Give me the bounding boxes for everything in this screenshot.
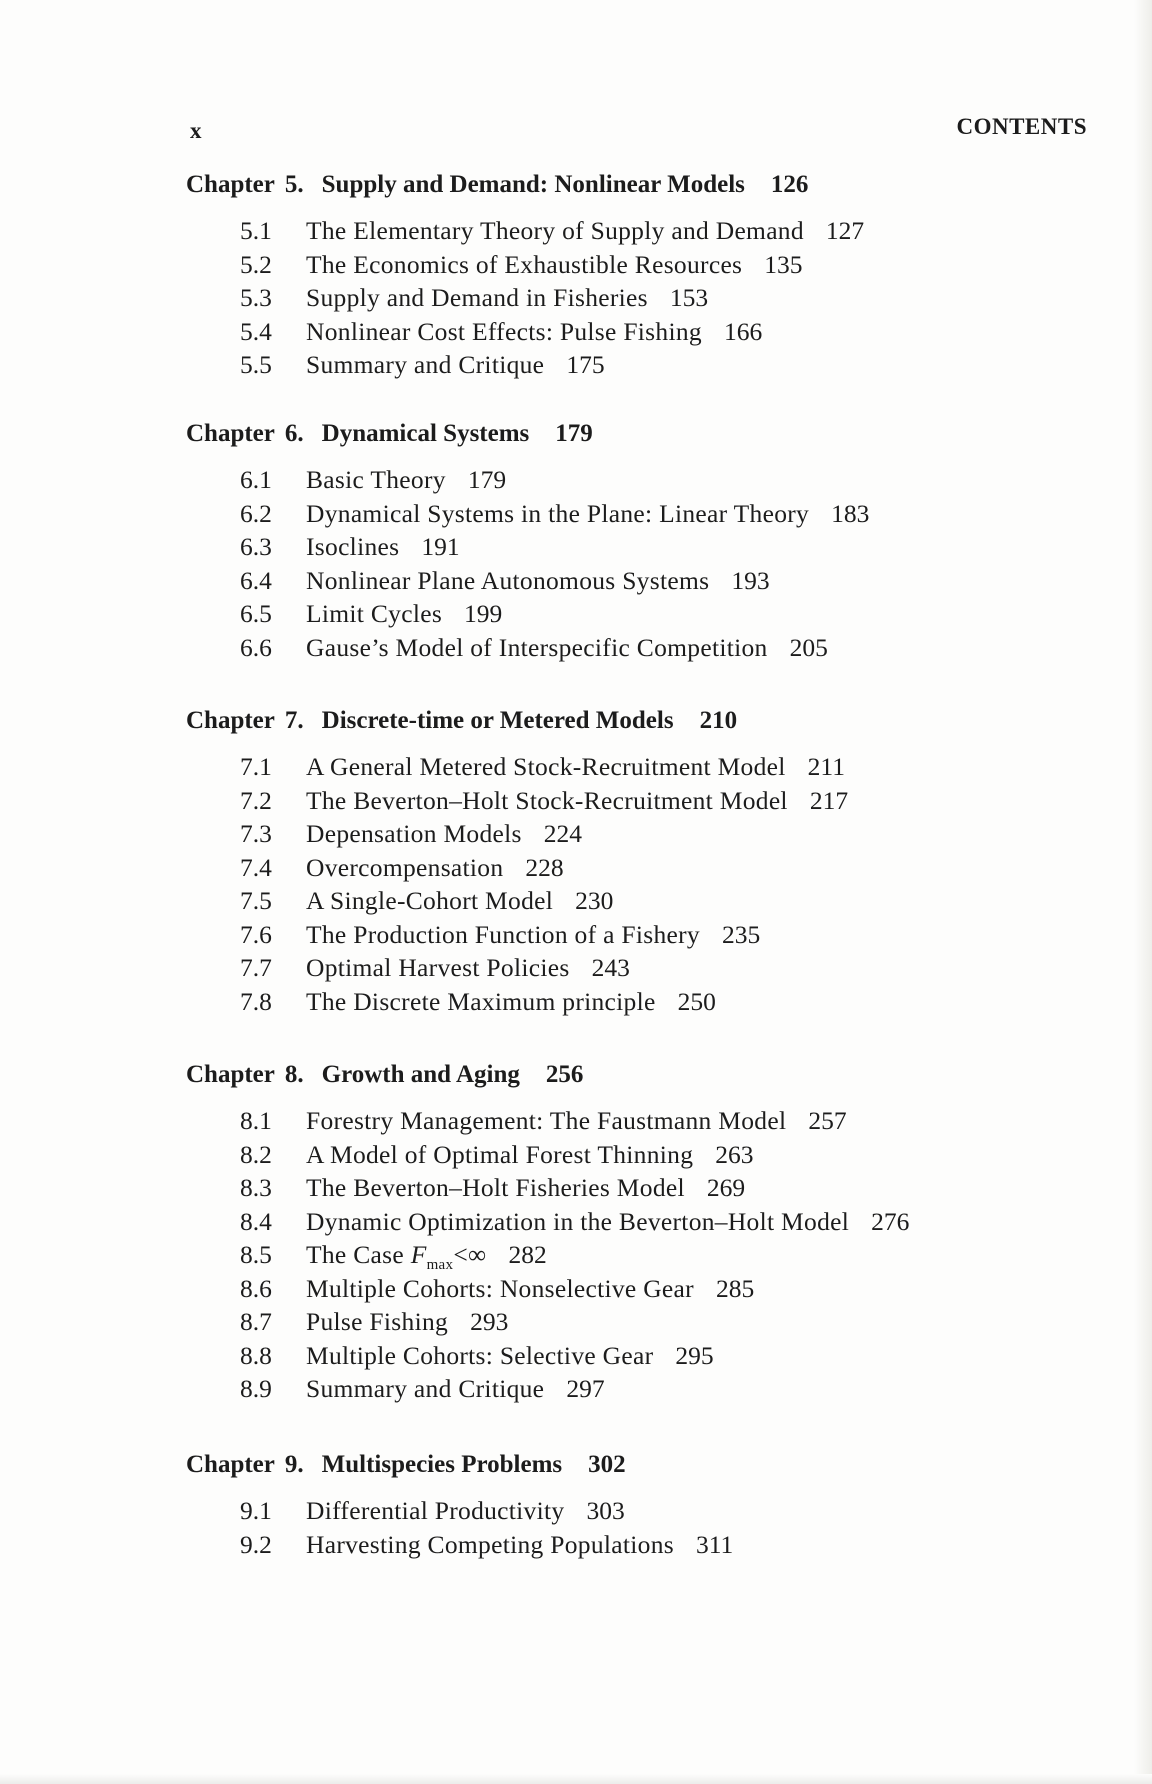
section-page: 211: [807, 752, 845, 781]
section-title: Multiple Cohorts: Selective Gear: [306, 1340, 654, 1370]
toc-entry: [186, 1171, 1086, 1205]
section-number: 6.4: [240, 565, 272, 595]
toc-entry: [186, 597, 1086, 631]
section-page: 297: [566, 1374, 605, 1403]
toc-entry: [186, 530, 1086, 564]
section-page: 183: [831, 498, 870, 528]
toc-entry: [186, 1494, 1086, 1528]
toc-entry: [186, 1305, 1086, 1339]
page-bottom-shadow: [0, 1774, 1152, 1784]
section-title: Basic Theory: [306, 465, 446, 494]
section-title: Summary and Critique: [306, 350, 545, 379]
section-title: Nonlinear Plane Autonomous Systems: [306, 565, 710, 595]
chapter-heading: [186, 168, 1086, 202]
chapter-5: [186, 168, 1086, 382]
chapter-word: Chapter: [186, 1451, 275, 1478]
chapter-number: 6.: [284, 420, 304, 447]
toc-entry: [186, 1528, 1086, 1562]
section-title: The Economics of Exhaustible Resources: [306, 249, 743, 279]
section-page: 205: [789, 632, 828, 662]
toc-entry: [186, 564, 1086, 598]
section-page: 193: [731, 565, 770, 595]
section-number: 8.7: [240, 1307, 272, 1336]
section-number: 5.4: [240, 316, 272, 346]
section-title: Supply and Demand in Fisheries: [306, 283, 648, 312]
section-page: 175: [566, 350, 605, 379]
section-title: The Production Function of a Fishery: [306, 919, 700, 949]
section-number: 7.6: [240, 919, 272, 949]
section-number: 8.8: [240, 1340, 272, 1370]
section-title: Summary and Critique: [306, 1374, 545, 1403]
chapter-number: 8.: [284, 1061, 304, 1088]
section-title: The Discrete Maximum principle: [306, 986, 656, 1016]
section-page: 230: [575, 886, 614, 915]
section-list: [186, 463, 1086, 664]
section-title: Differential Productivity: [306, 1496, 565, 1525]
section-page: 282: [508, 1240, 547, 1269]
chapter-number: 5.: [284, 171, 304, 198]
chapter-page: 302: [588, 1451, 626, 1478]
page-edge-shadow: [1134, 0, 1152, 1784]
chapter-word: Chapter: [186, 171, 275, 198]
section-page: 228: [525, 852, 564, 882]
section-page: 217: [809, 785, 849, 815]
chapter-9: [186, 1448, 1086, 1561]
section-title: Optimal Harvest Policies: [306, 953, 570, 982]
chapter-word: Chapter: [186, 1061, 275, 1088]
section-number: 8.2: [240, 1139, 272, 1169]
section-number: 5.5: [240, 350, 272, 379]
section-number: 7.4: [240, 852, 272, 882]
chapter-number: 9.: [284, 1451, 304, 1478]
toc-entry: [186, 497, 1086, 531]
section-page: 250: [677, 986, 716, 1016]
section-page: 224: [543, 819, 582, 848]
toc-entry: [186, 784, 1086, 818]
section-title: Harvesting Competing Populations: [306, 1529, 674, 1559]
chapter-page: 256: [545, 1061, 584, 1088]
section-title: Pulse Fishing: [306, 1307, 449, 1336]
chapter-page: 126: [770, 171, 809, 198]
chapter-word: Chapter: [186, 420, 275, 447]
section-title: Multiple Cohorts: Nonselective Gear: [306, 1273, 694, 1303]
section-page: 295: [675, 1340, 714, 1370]
section-number: 5.1: [240, 216, 272, 245]
toc-entry: [186, 1238, 1086, 1272]
toc-entry: [186, 315, 1086, 349]
section-number: 8.5: [240, 1240, 272, 1269]
chapter-heading: [186, 704, 1086, 738]
chapter-heading: [186, 1448, 1086, 1482]
section-page: 269: [706, 1173, 746, 1202]
toc-entry: [186, 281, 1086, 315]
section-page: 311: [696, 1529, 734, 1559]
toc-entry: [186, 817, 1086, 851]
section-page: 285: [715, 1273, 755, 1303]
running-head-title: CONTENTS: [956, 114, 1087, 139]
section-title: Dynamical Systems in the Plane: Linear Theory: [306, 498, 810, 528]
section-page: 179: [467, 465, 507, 494]
section-title: The Beverton–Holt Stock-Recruitment Model: [306, 785, 788, 815]
toc-entry: [186, 1339, 1086, 1373]
section-number: 6.1: [240, 465, 272, 494]
toc-entry: [186, 985, 1086, 1019]
section-title: The Beverton–Holt Fisheries Model: [306, 1173, 685, 1202]
toc-entry: [186, 1372, 1086, 1406]
section-number: 8.3: [240, 1173, 272, 1202]
chapter-number: 7.: [284, 707, 304, 734]
section-page: 263: [715, 1139, 754, 1169]
toc-entry: [186, 1104, 1086, 1138]
section-page: 166: [723, 316, 763, 346]
chapter-page: 179: [555, 420, 593, 447]
section-number: 7.5: [240, 886, 272, 915]
math-subscript: max: [426, 1257, 454, 1273]
section-page: 191: [421, 532, 460, 561]
section-number: 7.7: [240, 953, 272, 982]
section-page: 127: [825, 216, 865, 245]
section-number: 6.6: [240, 632, 272, 662]
section-title-text: The Case: [306, 1240, 404, 1269]
toc-entry: [186, 1205, 1086, 1239]
section-number: 6.3: [240, 532, 272, 561]
section-list: [186, 214, 1086, 382]
section-number: 5.3: [240, 283, 272, 312]
section-page: 293: [470, 1307, 509, 1336]
toc-entry: [186, 248, 1086, 282]
section-number: 8.4: [240, 1206, 272, 1236]
section-page: 276: [871, 1206, 910, 1236]
running-head: [190, 114, 1087, 144]
section-number: 8.6: [240, 1273, 272, 1303]
chapter-title: Dynamical Systems: [321, 420, 530, 447]
section-page: 135: [764, 249, 803, 279]
chapter-title: Supply and Demand: Nonlinear Models: [321, 171, 745, 198]
toc-entry: [186, 750, 1086, 784]
section-number: 9.1: [240, 1496, 272, 1525]
chapter-heading: [186, 1058, 1086, 1092]
chapter-title: Multispecies Problems: [321, 1451, 563, 1478]
section-number: 7.2: [240, 785, 272, 815]
section-page: 243: [591, 953, 630, 982]
section-title: Depensation Models: [306, 819, 522, 848]
chapter-7: [186, 704, 1086, 1018]
section-number: 6.2: [240, 498, 272, 528]
section-title: Gause’s Model of Interspecific Competition: [306, 632, 768, 662]
section-list: [186, 1494, 1086, 1561]
section-number: 5.2: [240, 249, 272, 279]
toc-entry: [186, 631, 1086, 665]
section-title: Forestry Management: The Faustmann Model: [306, 1106, 787, 1135]
section-title: Isoclines: [306, 532, 400, 561]
section-number: 7.1: [240, 752, 272, 781]
section-page: 199: [464, 599, 503, 628]
section-title: Nonlinear Cost Effects: Pulse Fishing: [306, 316, 702, 346]
toc-entry: [186, 1272, 1086, 1306]
section-list: [186, 750, 1086, 1018]
chapter-page: 210: [699, 707, 738, 734]
section-number: 9.2: [240, 1529, 272, 1559]
section-number: 7.8: [240, 986, 272, 1016]
toc-entry: [186, 1138, 1086, 1172]
section-title: Dynamic Optimization in the Beverton–Holt Model: [306, 1206, 850, 1236]
chapter-title: Growth and Aging: [321, 1061, 520, 1088]
section-number: 6.5: [240, 599, 272, 628]
section-number: 8.1: [240, 1106, 272, 1135]
section-title: A Single-Cohort Model: [306, 886, 554, 915]
chapter-word: Chapter: [186, 707, 275, 734]
toc-entry: [186, 918, 1086, 952]
section-list: [186, 1104, 1086, 1406]
section-title: A General Metered Stock-Recruitment Model: [306, 752, 786, 781]
toc-entry: [186, 851, 1086, 885]
math-relation: <∞: [453, 1240, 487, 1269]
section-number: 8.9: [240, 1374, 272, 1403]
chapter-8: [186, 1058, 1086, 1406]
section-page: 153: [669, 283, 709, 312]
toc-entry: [186, 463, 1086, 497]
section-page: 303: [586, 1496, 625, 1525]
section-title: The Elementary Theory of Supply and Demand: [306, 216, 804, 245]
chapter-6: [186, 417, 1086, 664]
section-number: 7.3: [240, 819, 272, 848]
section-page: 235: [721, 919, 761, 949]
page-folio: x: [190, 118, 202, 143]
toc-entry: [186, 348, 1086, 382]
section-page: 257: [808, 1106, 847, 1135]
math-variable: F: [410, 1240, 427, 1269]
toc-entry: [186, 884, 1086, 918]
chapter-title: Discrete-time or Metered Models: [321, 707, 674, 734]
section-title: A Model of Optimal Forest Thinning: [306, 1139, 694, 1169]
section-title: Limit Cycles: [306, 599, 443, 628]
section-title: Overcompensation: [306, 852, 504, 882]
chapter-heading: [186, 417, 1086, 451]
toc-entry: [186, 951, 1086, 985]
toc-entry: [186, 214, 1086, 248]
